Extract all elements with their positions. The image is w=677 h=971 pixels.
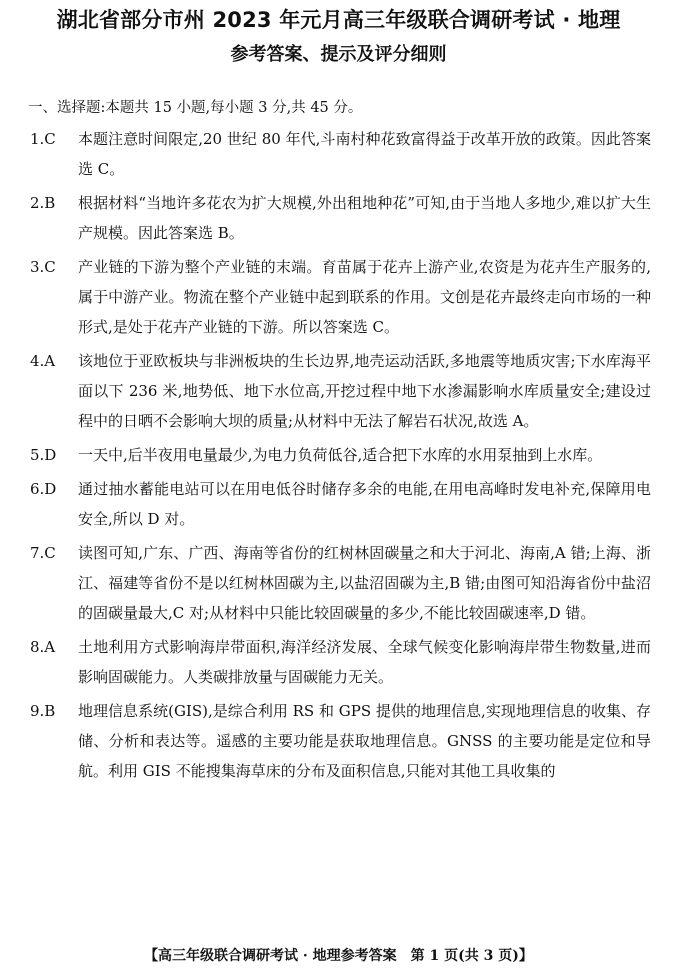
- answer-item: [26, 440, 651, 470]
- answer-number: 9.B: [30, 702, 56, 720]
- answer-explanation: 地理信息系统(GIS),是综合利用 RS 和 GPS 提供的地理信息,实现地理信息的收集、存储、分析和表达等。遥感的主要功能是获取地理信息。GNSS 的主要功能是定位和导航。利用 GIS 不能搜集海草床的分布及面积信息,只能对其他工具收集的: [78, 702, 651, 780]
- answer-item: [26, 538, 651, 628]
- answer-explanation: 一天中,后半夜用电量最少,为电力负荷低谷,适合把下水库的水用泵抽到上水库。: [78, 446, 603, 464]
- answer-number: 8.A: [30, 638, 56, 656]
- answer-page: [0, 8, 677, 971]
- answer-explanation: 通过抽水蓄能电站可以在用电低谷时储存多余的电能,在用电高峰时发电补充,保障用电安全,所以 D 对。: [78, 480, 651, 528]
- answer-number: 7.C: [30, 544, 56, 562]
- answer-explanation: 本题注意时间限定,20 世纪 80 年代,斗南村种花致富得益于改革开放的政策。因此答案选 C。: [78, 130, 651, 178]
- answer-list: [26, 124, 651, 786]
- answer-explanation: 土地利用方式影响海岸带面积,海洋经济发展、全球气候变化影响海岸带生物数量,进而影响固碳能力。人类碳排放量与固碳能力无关。: [78, 638, 651, 686]
- answer-number: 1.C: [30, 130, 56, 148]
- answer-number: 5.D: [30, 446, 57, 464]
- answer-item: [26, 346, 651, 436]
- answer-explanation: 根据材料“当地许多花农为扩大规模,外出租地种花”可知,由于当地人多地少,难以扩大生产规模。因此答案选 B。: [78, 194, 651, 242]
- answer-item: [26, 188, 651, 248]
- page-title: 湖北省部分市州 2023 年元月高三年级联合调研考试 · 地理: [56, 8, 621, 32]
- answer-item: [26, 252, 651, 342]
- answer-item: [26, 474, 651, 534]
- page-subtitle: 参考答案、提示及评分细则: [230, 44, 447, 65]
- section-heading: 一、选择题:本题共 15 小题,每小题 3 分,共 45 分。: [28, 100, 363, 116]
- answer-explanation: 产业链的下游为整个产业链的末端。育苗属于花卉上游产业,农资是为花卉生产服务的,属于中游产业。物流在整个产业链中起到联系的作用。文创是花卉最终走向市场的一种形式,是处于花卉产业链的下游。所以答案选 C。: [78, 258, 651, 336]
- answer-explanation: 读图可知,广东、广西、海南等省份的红树林固碳量之和大于河北、海南,A 错;上海、浙江、福建等省份不是以红树林固碳为主,以盐沼固碳为主,B 错;由图可知沿海省份中盐沼的固碳量最大,C 对;从材料中只能比较固碳量的多少,不能比较固碳速率,D 错。: [78, 544, 651, 622]
- answer-item: [26, 124, 651, 184]
- answer-item: [26, 632, 651, 692]
- page-footer: 【高三年级联合调研考试 · 地理参考答案 第 1 页(共 3 页)】: [144, 948, 533, 964]
- answer-number: 4.A: [30, 352, 56, 370]
- answer-explanation: 该地位于亚欧板块与非洲板块的生长边界,地壳运动活跃,多地震等地质灾害;下水库海平面以下 236 米,地势低、地下水位高,开挖过程中地下水渗漏影响水库质量安全;建设过程中的日晒不会影响大坝的质量;从材料中无法了解岩石状况,故选 A。: [78, 352, 651, 430]
- answer-number: 6.D: [30, 480, 57, 498]
- answer-number: 2.B: [30, 194, 56, 212]
- answer-number: 3.C: [30, 258, 56, 276]
- answer-item: [26, 696, 651, 786]
